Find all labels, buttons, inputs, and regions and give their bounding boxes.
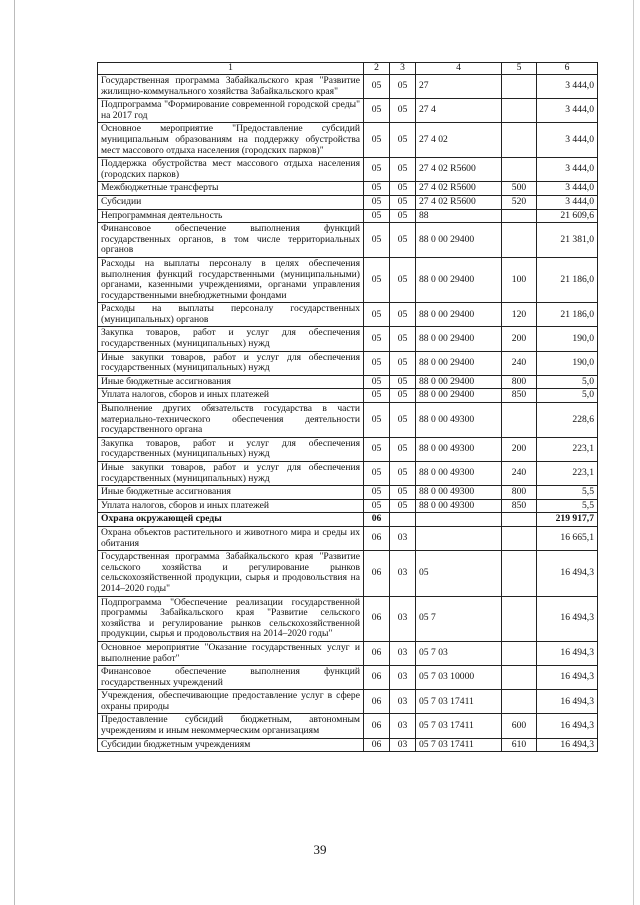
row-amount-cell: 190,0 (537, 327, 598, 351)
table-row (98, 513, 598, 527)
row-target-code-cell (416, 526, 502, 550)
row-section-cell: 05 (364, 499, 390, 513)
row-amount-cell: 16 494,3 (537, 666, 598, 690)
row-target-code-cell (416, 513, 502, 527)
row-target-code-cell: 88 0 00 49300 (416, 486, 502, 500)
row-subsection-cell: 05 (390, 182, 416, 196)
row-subsection-cell: 05 (390, 403, 416, 438)
table-row (98, 209, 598, 223)
row-target-code-cell: 27 (416, 75, 502, 99)
header-cell: 5 (502, 63, 537, 75)
row-amount-cell: 223,1 (537, 462, 598, 486)
scan-edge-right (633, 0, 634, 905)
table-row (98, 223, 598, 258)
row-name-cell: Основное мероприятие "Оказание государственных услуг и выполнение работ" (98, 641, 364, 665)
row-target-code-cell: 05 7 03 17411 (416, 690, 502, 714)
row-amount-cell: 3 444,0 (537, 195, 598, 209)
row-subsection-cell: 05 (390, 389, 416, 403)
row-subsection-cell: 03 (390, 714, 416, 738)
row-subsection-cell: 05 (390, 486, 416, 500)
header-cell: 1 (98, 63, 364, 75)
row-amount-cell: 5,5 (537, 486, 598, 500)
table-row (98, 99, 598, 123)
row-expense-type-cell: 200 (502, 437, 537, 461)
row-amount-cell: 16 494,3 (537, 641, 598, 665)
row-amount-cell: 3 444,0 (537, 99, 598, 123)
row-expense-type-cell: 240 (502, 462, 537, 486)
row-target-code-cell: 88 0 00 29400 (416, 257, 502, 302)
row-name-cell: Предоставление субсидий бюджетным, автономным учреждениям и иным некоммерческим организациям (98, 714, 364, 738)
row-expense-type-cell: 240 (502, 351, 537, 375)
row-expense-type-cell (502, 403, 537, 438)
row-expense-type-cell (502, 75, 537, 99)
row-section-cell: 05 (364, 389, 390, 403)
row-name-cell: Уплата налогов, сборов и иных платежей (98, 499, 364, 513)
row-subsection-cell: 05 (390, 437, 416, 461)
row-subsection-cell: 05 (390, 123, 416, 158)
row-section-cell: 06 (364, 714, 390, 738)
table-row (98, 551, 598, 596)
row-amount-cell: 16 665,1 (537, 526, 598, 550)
table-row (98, 486, 598, 500)
row-name-cell: Выполнение других обязательств государства в части материально-технического обеспечения деятельности государственного органа (98, 403, 364, 438)
row-expense-type-cell (502, 526, 537, 550)
row-subsection-cell: 05 (390, 75, 416, 99)
row-section-cell: 05 (364, 257, 390, 302)
row-amount-cell: 3 444,0 (537, 123, 598, 158)
row-expense-type-cell (502, 99, 537, 123)
row-target-code-cell: 88 0 00 49300 (416, 462, 502, 486)
row-name-cell: Субсидии бюджетным учреждениям (98, 738, 364, 752)
table-row (98, 499, 598, 513)
row-expense-type-cell (502, 641, 537, 665)
row-target-code-cell: 88 0 00 29400 (416, 351, 502, 375)
row-subsection-cell: 05 (390, 257, 416, 302)
row-name-cell: Основное мероприятие "Предоставление субсидий муниципальным образованиям на поддержку обустройства мест массового отдыха населения (городских парков)" (98, 123, 364, 158)
budget-table (97, 62, 598, 752)
header-cell: 3 (390, 63, 416, 75)
row-name-cell: Государственная программа Забайкальского края "Развитие жилищно-коммунального хозяйства Забайкальского края" (98, 75, 364, 99)
row-name-cell: Подпрограмма "Формирование современной городской среды" на 2017 год (98, 99, 364, 123)
row-amount-cell: 5,0 (537, 375, 598, 389)
row-section-cell: 06 (364, 738, 390, 752)
table-row (98, 375, 598, 389)
row-expense-type-cell (502, 158, 537, 182)
row-target-code-cell: 88 0 00 29400 (416, 375, 502, 389)
row-expense-type-cell: 120 (502, 303, 537, 327)
table-row (98, 351, 598, 375)
table-row (98, 303, 598, 327)
page-number: 39 (313, 842, 327, 857)
table-row (98, 596, 598, 641)
row-section-cell: 06 (364, 526, 390, 550)
table-row (98, 526, 598, 550)
row-expense-type-cell (502, 551, 537, 596)
row-target-code-cell: 27 4 (416, 99, 502, 123)
row-expense-type-cell: 600 (502, 714, 537, 738)
row-target-code-cell: 27 4 02 R5600 (416, 158, 502, 182)
table-row (98, 690, 598, 714)
row-subsection-cell: 05 (390, 158, 416, 182)
row-name-cell: Охрана объектов растительного и животного мира и среды их обитания (98, 526, 364, 550)
row-target-code-cell: 27 4 02 R5600 (416, 182, 502, 196)
row-subsection-cell: 05 (390, 351, 416, 375)
row-expense-type-cell (502, 666, 537, 690)
row-name-cell: Закупка товаров, работ и услуг для обеспечения государственных (муниципальных) нужд (98, 437, 364, 461)
row-name-cell: Субсидии (98, 195, 364, 209)
row-name-cell: Поддержка обустройства мест массового отдыха населения (городских парков) (98, 158, 364, 182)
row-expense-type-cell: 800 (502, 375, 537, 389)
row-expense-type-cell: 500 (502, 182, 537, 196)
table-row (98, 462, 598, 486)
row-expense-type-cell (502, 513, 537, 527)
row-amount-cell: 21 186,0 (537, 257, 598, 302)
row-subsection-cell: 05 (390, 209, 416, 223)
row-amount-cell: 21 381,0 (537, 223, 598, 258)
row-target-code-cell: 88 0 00 49300 (416, 437, 502, 461)
row-subsection-cell: 03 (390, 551, 416, 596)
row-target-code-cell: 88 0 00 29400 (416, 389, 502, 403)
row-name-cell: Учреждения, обеспечивающие предоставление услуг в сфере охраны природы (98, 690, 364, 714)
row-amount-cell: 21 609,6 (537, 209, 598, 223)
row-section-cell: 06 (364, 596, 390, 641)
row-expense-type-cell: 850 (502, 389, 537, 403)
row-subsection-cell (390, 513, 416, 527)
header-cell: 2 (364, 63, 390, 75)
row-subsection-cell: 03 (390, 641, 416, 665)
row-name-cell: Расходы на выплаты персоналу в целях обеспечения выполнения функций государственными (муниципальными) органами, казенными учреждениями, органами управления государственными внебюджетными фондами (98, 257, 364, 302)
row-amount-cell: 16 494,3 (537, 596, 598, 641)
row-section-cell: 06 (364, 690, 390, 714)
row-subsection-cell: 05 (390, 462, 416, 486)
row-name-cell: Иные бюджетные ассигнования (98, 375, 364, 389)
row-section-cell: 05 (364, 75, 390, 99)
row-amount-cell: 5,5 (537, 499, 598, 513)
row-amount-cell: 228,6 (537, 403, 598, 438)
row-expense-type-cell (502, 596, 537, 641)
row-target-code-cell: 88 0 00 29400 (416, 303, 502, 327)
row-expense-type-cell: 850 (502, 499, 537, 513)
row-amount-cell: 16 494,3 (537, 738, 598, 752)
table-row (98, 403, 598, 438)
row-name-cell: Закупка товаров, работ и услуг для обеспечения государственных (муниципальных) нужд (98, 327, 364, 351)
table-row (98, 195, 598, 209)
row-target-code-cell: 05 7 03 10000 (416, 666, 502, 690)
row-section-cell: 05 (364, 99, 390, 123)
row-amount-cell: 3 444,0 (537, 75, 598, 99)
row-amount-cell: 190,0 (537, 351, 598, 375)
row-name-cell: Межбюджетные трансферты (98, 182, 364, 196)
row-name-cell: Расходы на выплаты персоналу государственных (муниципальных) органов (98, 303, 364, 327)
row-expense-type-cell (502, 690, 537, 714)
row-section-cell: 05 (364, 123, 390, 158)
row-section-cell: 06 (364, 513, 390, 527)
scan-edge-left (14, 0, 15, 905)
row-subsection-cell: 03 (390, 666, 416, 690)
row-subsection-cell: 03 (390, 738, 416, 752)
table-row (98, 257, 598, 302)
row-amount-cell: 16 494,3 (537, 690, 598, 714)
row-subsection-cell: 05 (390, 303, 416, 327)
row-subsection-cell: 03 (390, 526, 416, 550)
row-amount-cell: 5,0 (537, 389, 598, 403)
table-row (98, 75, 598, 99)
row-section-cell: 05 (364, 437, 390, 461)
table-row (98, 437, 598, 461)
row-expense-type-cell: 100 (502, 257, 537, 302)
row-amount-cell: 16 494,3 (537, 551, 598, 596)
row-subsection-cell: 03 (390, 690, 416, 714)
row-section-cell: 05 (364, 158, 390, 182)
row-name-cell: Иные закупки товаров, работ и услуг для обеспечения государственных (муниципальных) нужд (98, 351, 364, 375)
row-section-cell: 05 (364, 182, 390, 196)
row-section-cell: 05 (364, 223, 390, 258)
table-row (98, 158, 598, 182)
table-header-row (98, 63, 598, 75)
row-section-cell: 05 (364, 351, 390, 375)
table-row (98, 389, 598, 403)
row-name-cell: Иные бюджетные ассигнования (98, 486, 364, 500)
row-subsection-cell: 03 (390, 596, 416, 641)
row-target-code-cell: 27 4 02 (416, 123, 502, 158)
row-amount-cell: 16 494,3 (537, 714, 598, 738)
row-amount-cell: 3 444,0 (537, 182, 598, 196)
row-subsection-cell: 05 (390, 375, 416, 389)
row-target-code-cell: 05 (416, 551, 502, 596)
row-target-code-cell: 88 0 00 29400 (416, 327, 502, 351)
row-section-cell: 06 (364, 551, 390, 596)
row-expense-type-cell: 200 (502, 327, 537, 351)
row-section-cell: 05 (364, 462, 390, 486)
row-name-cell: Охрана окружающей среды (98, 513, 364, 527)
row-expense-type-cell: 520 (502, 195, 537, 209)
row-section-cell: 06 (364, 666, 390, 690)
row-section-cell: 06 (364, 641, 390, 665)
row-section-cell: 05 (364, 486, 390, 500)
row-section-cell: 05 (364, 209, 390, 223)
row-name-cell: Иные закупки товаров, работ и услуг для обеспечения государственных (муниципальных) нужд (98, 462, 364, 486)
row-section-cell: 05 (364, 303, 390, 327)
row-amount-cell: 223,1 (537, 437, 598, 461)
table-row (98, 123, 598, 158)
row-section-cell: 05 (364, 375, 390, 389)
row-name-cell: Государственная программа Забайкальского края "Развитие сельского хозяйства и регулирование рынков сельскохозяйственной продукции, сырья и продовольствия на 2014–2020 годы" (98, 551, 364, 596)
row-amount-cell: 21 186,0 (537, 303, 598, 327)
row-subsection-cell: 05 (390, 223, 416, 258)
row-target-code-cell: 88 (416, 209, 502, 223)
header-cell: 4 (416, 63, 502, 75)
row-subsection-cell: 05 (390, 327, 416, 351)
row-target-code-cell: 05 7 03 (416, 641, 502, 665)
row-subsection-cell: 05 (390, 99, 416, 123)
row-amount-cell: 3 444,0 (537, 158, 598, 182)
row-target-code-cell: 05 7 03 17411 (416, 714, 502, 738)
table-body (98, 63, 598, 752)
row-target-code-cell: 88 0 00 49300 (416, 403, 502, 438)
row-name-cell: Подпрограмма "Обеспечение реализации государственной программы Забайкальского края "Развитие сельского хозяйства и регулирование рынков сельскохозяйственной продукции, сырья и продовольствия на 2014–2020 годы" (98, 596, 364, 641)
row-section-cell: 05 (364, 195, 390, 209)
row-expense-type-cell (502, 209, 537, 223)
row-name-cell: Уплата налогов, сборов и иных платежей (98, 389, 364, 403)
table-row (98, 182, 598, 196)
table-row (98, 714, 598, 738)
table-row (98, 666, 598, 690)
row-expense-type-cell: 610 (502, 738, 537, 752)
row-expense-type-cell: 800 (502, 486, 537, 500)
row-target-code-cell: 05 7 (416, 596, 502, 641)
table-row (98, 738, 598, 752)
row-target-code-cell: 27 4 02 R5600 (416, 195, 502, 209)
row-target-code-cell: 05 7 03 17411 (416, 738, 502, 752)
table-row (98, 327, 598, 351)
header-cell: 6 (537, 63, 598, 75)
row-target-code-cell: 88 0 00 49300 (416, 499, 502, 513)
row-amount-cell: 219 917,7 (537, 513, 598, 527)
row-name-cell: Финансовое обеспечение выполнения функций государственных учреждений (98, 666, 364, 690)
row-subsection-cell: 05 (390, 499, 416, 513)
row-subsection-cell: 05 (390, 195, 416, 209)
row-section-cell: 05 (364, 327, 390, 351)
row-expense-type-cell (502, 223, 537, 258)
table-row (98, 641, 598, 665)
row-expense-type-cell (502, 123, 537, 158)
row-name-cell: Финансовое обеспечение выполнения функций государственных органов, в том числе территориальных органов (98, 223, 364, 258)
row-section-cell: 05 (364, 403, 390, 438)
row-target-code-cell: 88 0 00 29400 (416, 223, 502, 258)
row-name-cell: Непрограммная деятельность (98, 209, 364, 223)
